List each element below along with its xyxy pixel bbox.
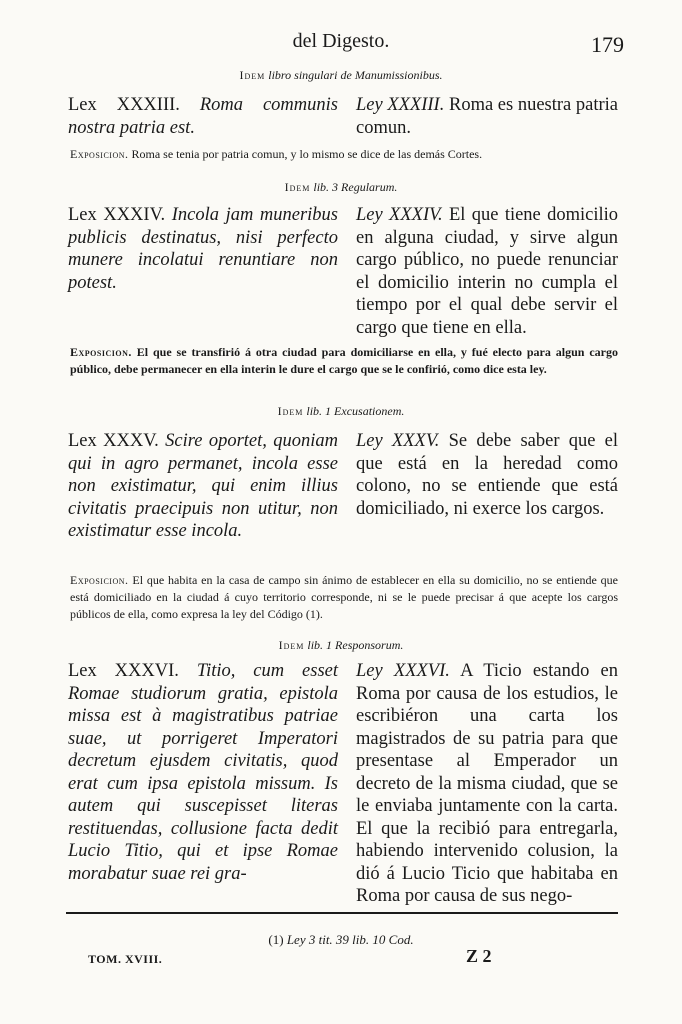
printer-signature: Z 2: [466, 946, 492, 966]
source-idem: Idem: [239, 68, 266, 82]
lex-text: Scire oportet, quoniam qui in agro permanet, incola esse non existimatur, qui enim illius civitatis praecipuis non utitur, non existimatur esse incola.: [68, 431, 338, 541]
source-text: lib. 1 Excusationem.: [306, 404, 405, 418]
exposition-text: Roma se tenia por patria comun, y lo mismo se dice de las demás Cortes.: [131, 147, 483, 161]
ley-text: Se debe saber que el que está en la heredad como colono, no se entiende que está domiciliado, ni exerce los cargos.: [356, 431, 618, 519]
exposition-label: Exposicion.: [70, 345, 132, 359]
lex-text: Titio, cum esset Romae studiorum gratia, epistola missa est à magistratibus patriae suae, ut porrigeret Imperatori decretum ejusdem civitatis, quod erat cum ipsa epistola missum. Is autem qui suscepisset literas restituendas, collusione facta dedit Lucio Titio, qui et ipse Romae morabatur suae rei gra-: [68, 661, 338, 884]
exposition-1: [70, 146, 618, 163]
ley-text: Roma es nuestra patria comun.: [356, 95, 618, 138]
source-idem: Idem: [277, 404, 304, 418]
lex-heading: Lex XXXIV.: [68, 205, 166, 225]
latin-law-33: [68, 94, 338, 139]
page-number: 179: [591, 32, 624, 57]
source-line: [0, 404, 682, 419]
footnote-text: Ley 3 tit. 39 lib. 10 Cod.: [286, 932, 414, 947]
tome-number: TOM. XVIII.: [88, 952, 163, 966]
exposition-2: [70, 344, 618, 378]
exposition-text: El que se transfirió á otra ciudad para domiciliarse en ella, y fué electo para algun cargo público, debe permanecer en ella interin le dure el cargo que se le confirió, como dice esta ley.: [70, 345, 618, 376]
exposition-label: Exposicion.: [70, 573, 129, 587]
ley-text: El que tiene domicilio en alguna ciudad, y sirve algun cargo público, no puede renunciar el domicilio interin no cumpla el tiempo por el qual debe servir el cargo que tiene en ella.: [356, 205, 619, 338]
latin-law-34: [68, 204, 338, 294]
spanish-law-33: [356, 94, 618, 139]
lex-heading: Lex XXXIII.: [68, 95, 180, 115]
exposition-label: Exposicion.: [70, 147, 129, 161]
footnote: [0, 932, 682, 948]
source-text: lib. 3 Regularum.: [313, 180, 398, 194]
ley-heading: Ley XXXV.: [356, 431, 440, 451]
spanish-law-36: [356, 660, 618, 908]
source-text: lib. 1 Responsorum.: [307, 638, 404, 652]
lex-heading: Lex XXXVI.: [68, 661, 179, 681]
lex-heading: Lex XXXV.: [68, 431, 159, 451]
source-line: [0, 180, 682, 195]
ley-heading: Ley XXXIV.: [356, 205, 443, 225]
latin-law-36: [68, 660, 338, 885]
ley-heading: Ley XXXVI.: [356, 661, 450, 681]
ley-text: A Ticio estando en Roma por causa de los estudios, le escribiéron una carta los magistrados de su patria para que presentase al Emperador un decreto de la misma ciudad, que se le enviaba juntamente con la carta. El que la recibió para entregarla, habiendo intervenido colusion, la dió á Lucio Ticio que habitaba en Roma por causa de sus nego-: [356, 661, 618, 906]
footnote-mark: (1): [268, 932, 284, 947]
footnote-rule: [66, 912, 618, 914]
exposition-3: [70, 572, 618, 623]
lex-text: Roma communis nostra patria est.: [68, 95, 338, 138]
source-idem: Idem: [284, 180, 311, 194]
spanish-law-35: [356, 430, 618, 520]
running-title: del Digesto.: [292, 30, 390, 52]
source-line: [0, 638, 682, 653]
source-text: libro singulari de Manumissionibus.: [268, 68, 443, 82]
source-line: [0, 68, 682, 83]
latin-law-35: [68, 430, 338, 543]
ley-heading: Ley XXXIII.: [356, 95, 445, 115]
lex-text: Incola jam muneribus publicis destinatus, nisi perfecto munere incolatui renuntiare non potest.: [68, 205, 339, 293]
spanish-law-34: [356, 204, 618, 339]
source-idem: Idem: [278, 638, 305, 652]
exposition-text: El que habita en la casa de campo sin ánimo de establecer en ella su domicilio, no se entiende que está domiciliado en la ciudad á cuyo territorio corresponde, ni se le puede precisar á que acepte los cargos públicos de ella, como expresa la ley del Código (1).: [70, 573, 619, 621]
